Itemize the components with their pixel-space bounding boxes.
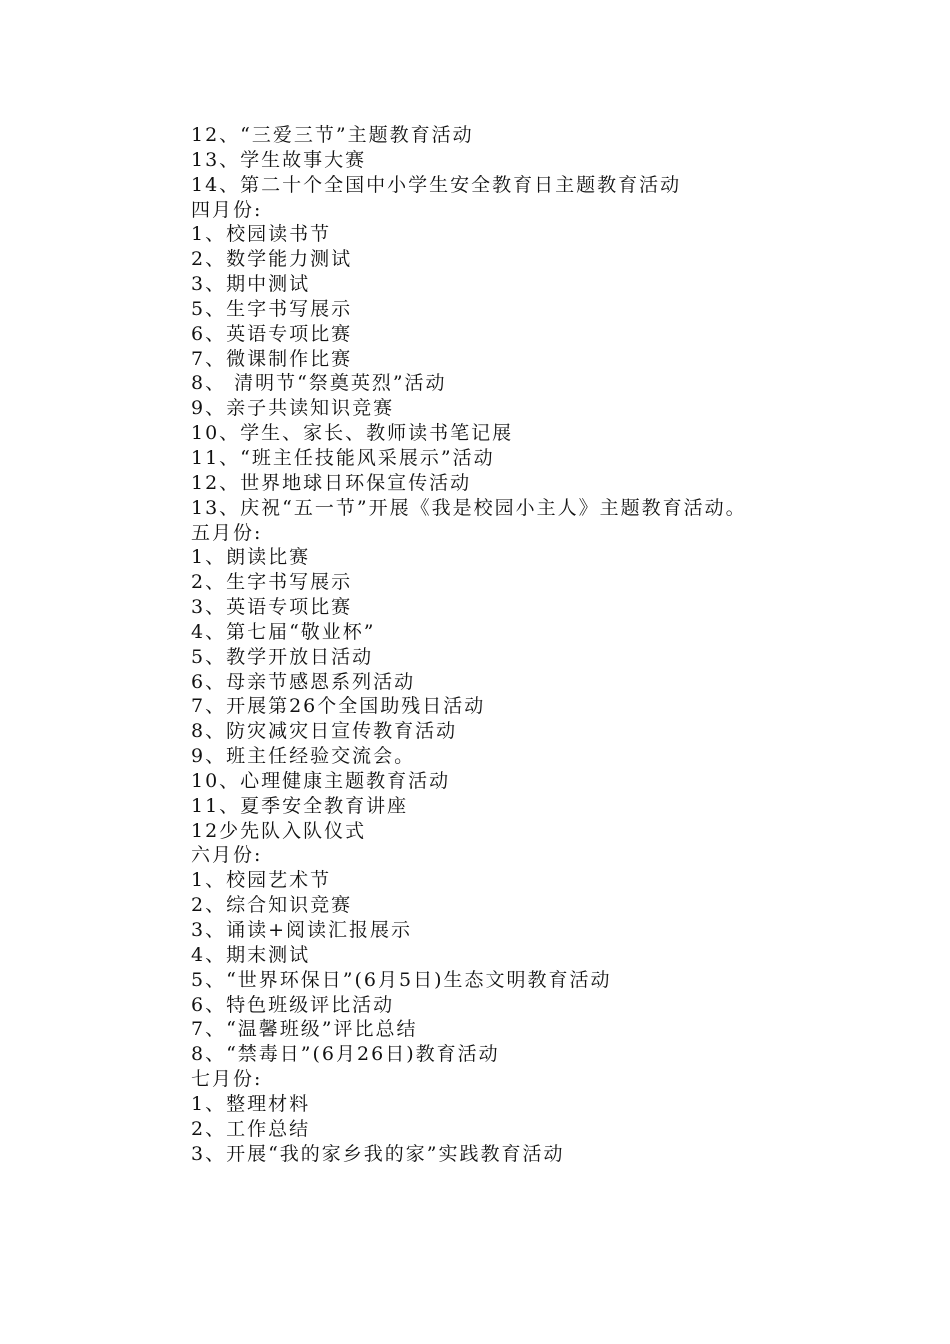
text-line: 8、“禁毒日”(6月26日)教育活动 bbox=[191, 1043, 500, 1066]
text-line: 9、亲子共读知识竞赛 bbox=[191, 397, 395, 420]
text-line: 12、“三爱三节”主题教育活动 bbox=[191, 124, 474, 146]
text-line: 7、微课制作比赛 bbox=[191, 347, 353, 370]
text-line: 1、校园读书节 bbox=[191, 223, 332, 246]
text-line: 2、工作总结 bbox=[191, 1117, 311, 1140]
text-line: 3、开展“我的家乡我的家”实践教育活动 bbox=[191, 1142, 565, 1165]
text-line: 4、期末测试 bbox=[191, 943, 311, 966]
text-line: 13、庆祝“五一节”开展《我是校园小主人》主题教育活动。 bbox=[191, 496, 747, 519]
text-line: 8、防灾减灾日宣传教育活动 bbox=[191, 720, 458, 743]
text-line: 5、教学开放日活动 bbox=[191, 645, 374, 668]
text-line: 1、朗读比赛 bbox=[191, 546, 311, 569]
text-line: 9、班主任经验交流会。 bbox=[191, 745, 416, 768]
month-heading-april: 四月份: bbox=[191, 198, 263, 221]
text-line: 11、“班主任技能风采展示”活动 bbox=[191, 446, 495, 469]
text-line: 6、母亲节感恩系列活动 bbox=[191, 670, 416, 693]
text-line: 2、数学能力测试 bbox=[191, 248, 353, 271]
text-line: 12、世界地球日环保宣传活动 bbox=[191, 471, 472, 494]
text-line: 10、学生、家长、教师读书笔记展 bbox=[191, 422, 514, 445]
text-line: 4、第七届“敬业杯” bbox=[191, 620, 376, 643]
text-line: 2、生字书写展示 bbox=[191, 571, 353, 594]
month-heading-july: 七月份: bbox=[191, 1068, 263, 1091]
month-heading-june: 六月份: bbox=[191, 844, 263, 867]
text-line: 1、整理材料 bbox=[191, 1092, 311, 1115]
text-line: 3、诵读+阅读汇报展示 bbox=[191, 919, 413, 941]
text-line: 3、英语专项比赛 bbox=[191, 596, 353, 619]
text-line: 10、心理健康主题教育活动 bbox=[191, 769, 451, 792]
text-line: 3、期中测试 bbox=[191, 273, 311, 296]
text-line: 7、“温馨班级”评比总结 bbox=[191, 1018, 418, 1041]
text-line: 2、综合知识竞赛 bbox=[191, 894, 353, 917]
text-line: 5、生字书写展示 bbox=[191, 297, 353, 320]
text-line: 6、特色班级评比活动 bbox=[191, 993, 395, 1016]
text-line: 12少先队入队仪式 bbox=[191, 819, 367, 842]
text-line: 7、开展第26个全国助残日活动 bbox=[191, 695, 486, 718]
text-line: 6、英语专项比赛 bbox=[191, 322, 353, 345]
text-line: 13、学生故事大赛 bbox=[191, 148, 367, 171]
activity-schedule-text bbox=[191, 123, 911, 1166]
text-line: 5、“世界环保日”(6月5日)生态文明教育活动 bbox=[191, 968, 612, 991]
text-line: 14、第二十个全国中小学生安全教育日主题教育活动 bbox=[191, 173, 682, 196]
text-line: 8、 清明节“祭奠英烈”活动 bbox=[191, 372, 447, 395]
text-line: 1、校园艺术节 bbox=[191, 869, 332, 892]
text-line: 11、夏季安全教育讲座 bbox=[191, 794, 409, 817]
month-heading-may: 五月份: bbox=[191, 521, 263, 544]
